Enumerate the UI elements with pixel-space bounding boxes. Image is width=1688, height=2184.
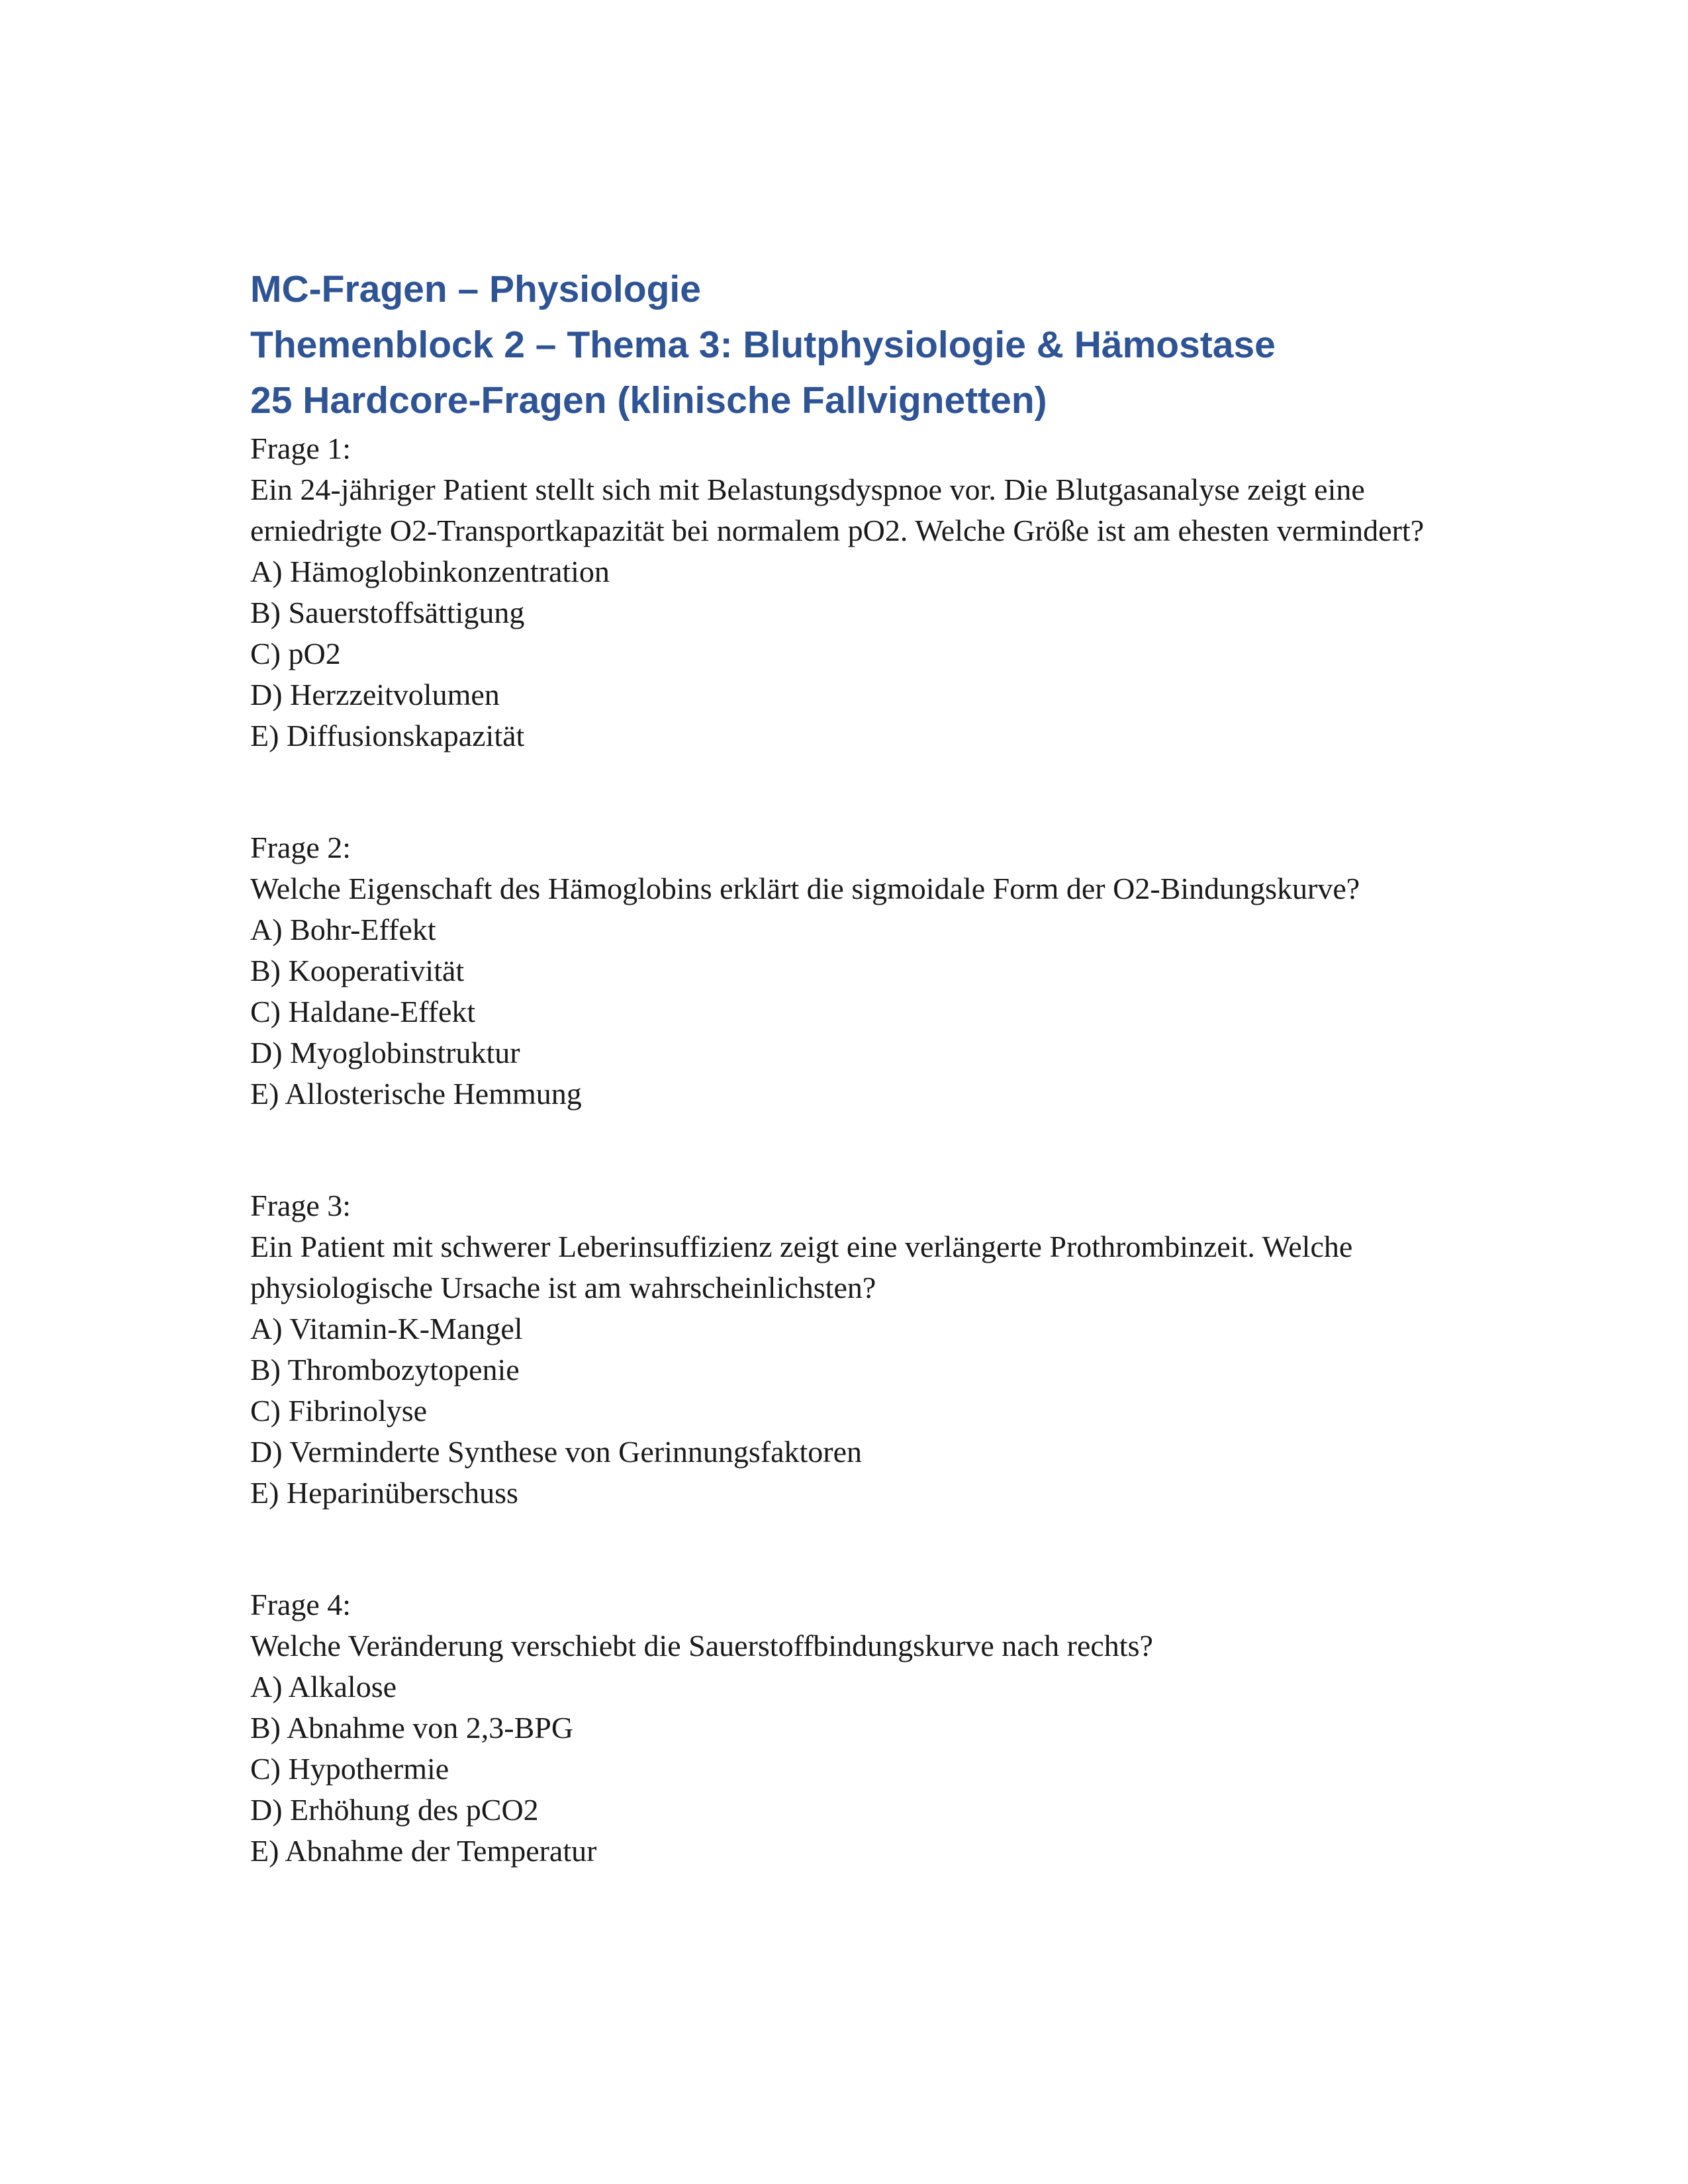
answer-option-a: A) Alkalose: [250, 1670, 397, 1704]
answer-option-a: A) Bohr-Effekt: [250, 913, 436, 946]
question-block-2: [250, 827, 1442, 1115]
answer-option-b: B) Kooperativität: [250, 954, 465, 987]
question-text: Ein Patient mit schwerer Leberinsuffizienz zeigt eine verlängerte Prothrombinzeit. Welche physiologische Ursache ist am wahrscheinlichsten?: [250, 1230, 1353, 1304]
answer-option-a: A) Vitamin-K-Mangel: [250, 1312, 523, 1345]
answer-option-b: B) Abnahme von 2,3-BPG: [250, 1711, 574, 1745]
doc-subtitle-count: 25 Hardcore-Fragen (klinische Fallvignetten): [250, 379, 1047, 422]
doc-subtitle-theme: Themenblock 2 – Thema 3: Blutphysiologie & Hämostase: [250, 324, 1276, 366]
question-text: Ein 24-jähriger Patient stellt sich mit Belastungsdyspnoe vor. Die Blutgasanalyse zeigt eine erniedrigte O2-Transportkapazität bei normalem pO2. Welche Größe ist am ehesten vermindert?: [250, 473, 1425, 547]
question-label: Frage 3:: [250, 1189, 352, 1222]
answer-option-c: C) Haldane-Effekt: [250, 995, 476, 1028]
question-label: Frage 4:: [250, 1588, 352, 1621]
answer-option-d: D) Herzzeitvolumen: [250, 678, 500, 711]
answer-option-d: D) Verminderte Synthese von Gerinnungsfaktoren: [250, 1435, 863, 1469]
answer-option-a: A) Hämoglobinkonzentration: [250, 555, 610, 588]
document-content: [250, 261, 1442, 1872]
answer-option-e: E) Diffusionskapazität: [250, 719, 525, 752]
question-label: Frage 2:: [250, 831, 352, 864]
answer-option-b: B) Sauerstoffsättigung: [250, 596, 525, 629]
question-block-4: [250, 1584, 1442, 1872]
question-label: Frage 1:: [250, 432, 352, 465]
answer-option-e: E) Heparinüberschuss: [250, 1476, 518, 1510]
answer-option-c: C) Hypothermie: [250, 1752, 449, 1786]
doc-title: MC-Fragen – Physiologie: [250, 268, 701, 310]
document-header: [250, 261, 1442, 428]
answer-option-d: D) Erhöhung des pCO2: [250, 1793, 539, 1827]
answer-option-b: B) Thrombozytopenie: [250, 1353, 520, 1387]
answer-option-c: C) Fibrinolyse: [250, 1394, 428, 1428]
answer-option-e: E) Allosterische Hemmung: [250, 1077, 582, 1111]
question-block-3: [250, 1185, 1442, 1514]
question-text: Welche Veränderung verschiebt die Sauerstoffbindungskurve nach rechts?: [250, 1629, 1153, 1662]
answer-option-d: D) Myoglobinstruktur: [250, 1036, 520, 1069]
answer-option-e: E) Abnahme der Temperatur: [250, 1834, 597, 1868]
question-block-1: [250, 428, 1442, 756]
question-text: Welche Eigenschaft des Hämoglobins erklärt die sigmoidale Form der O2-Bindungskurve?: [250, 872, 1360, 905]
answer-option-c: C) pO2: [250, 637, 341, 670]
